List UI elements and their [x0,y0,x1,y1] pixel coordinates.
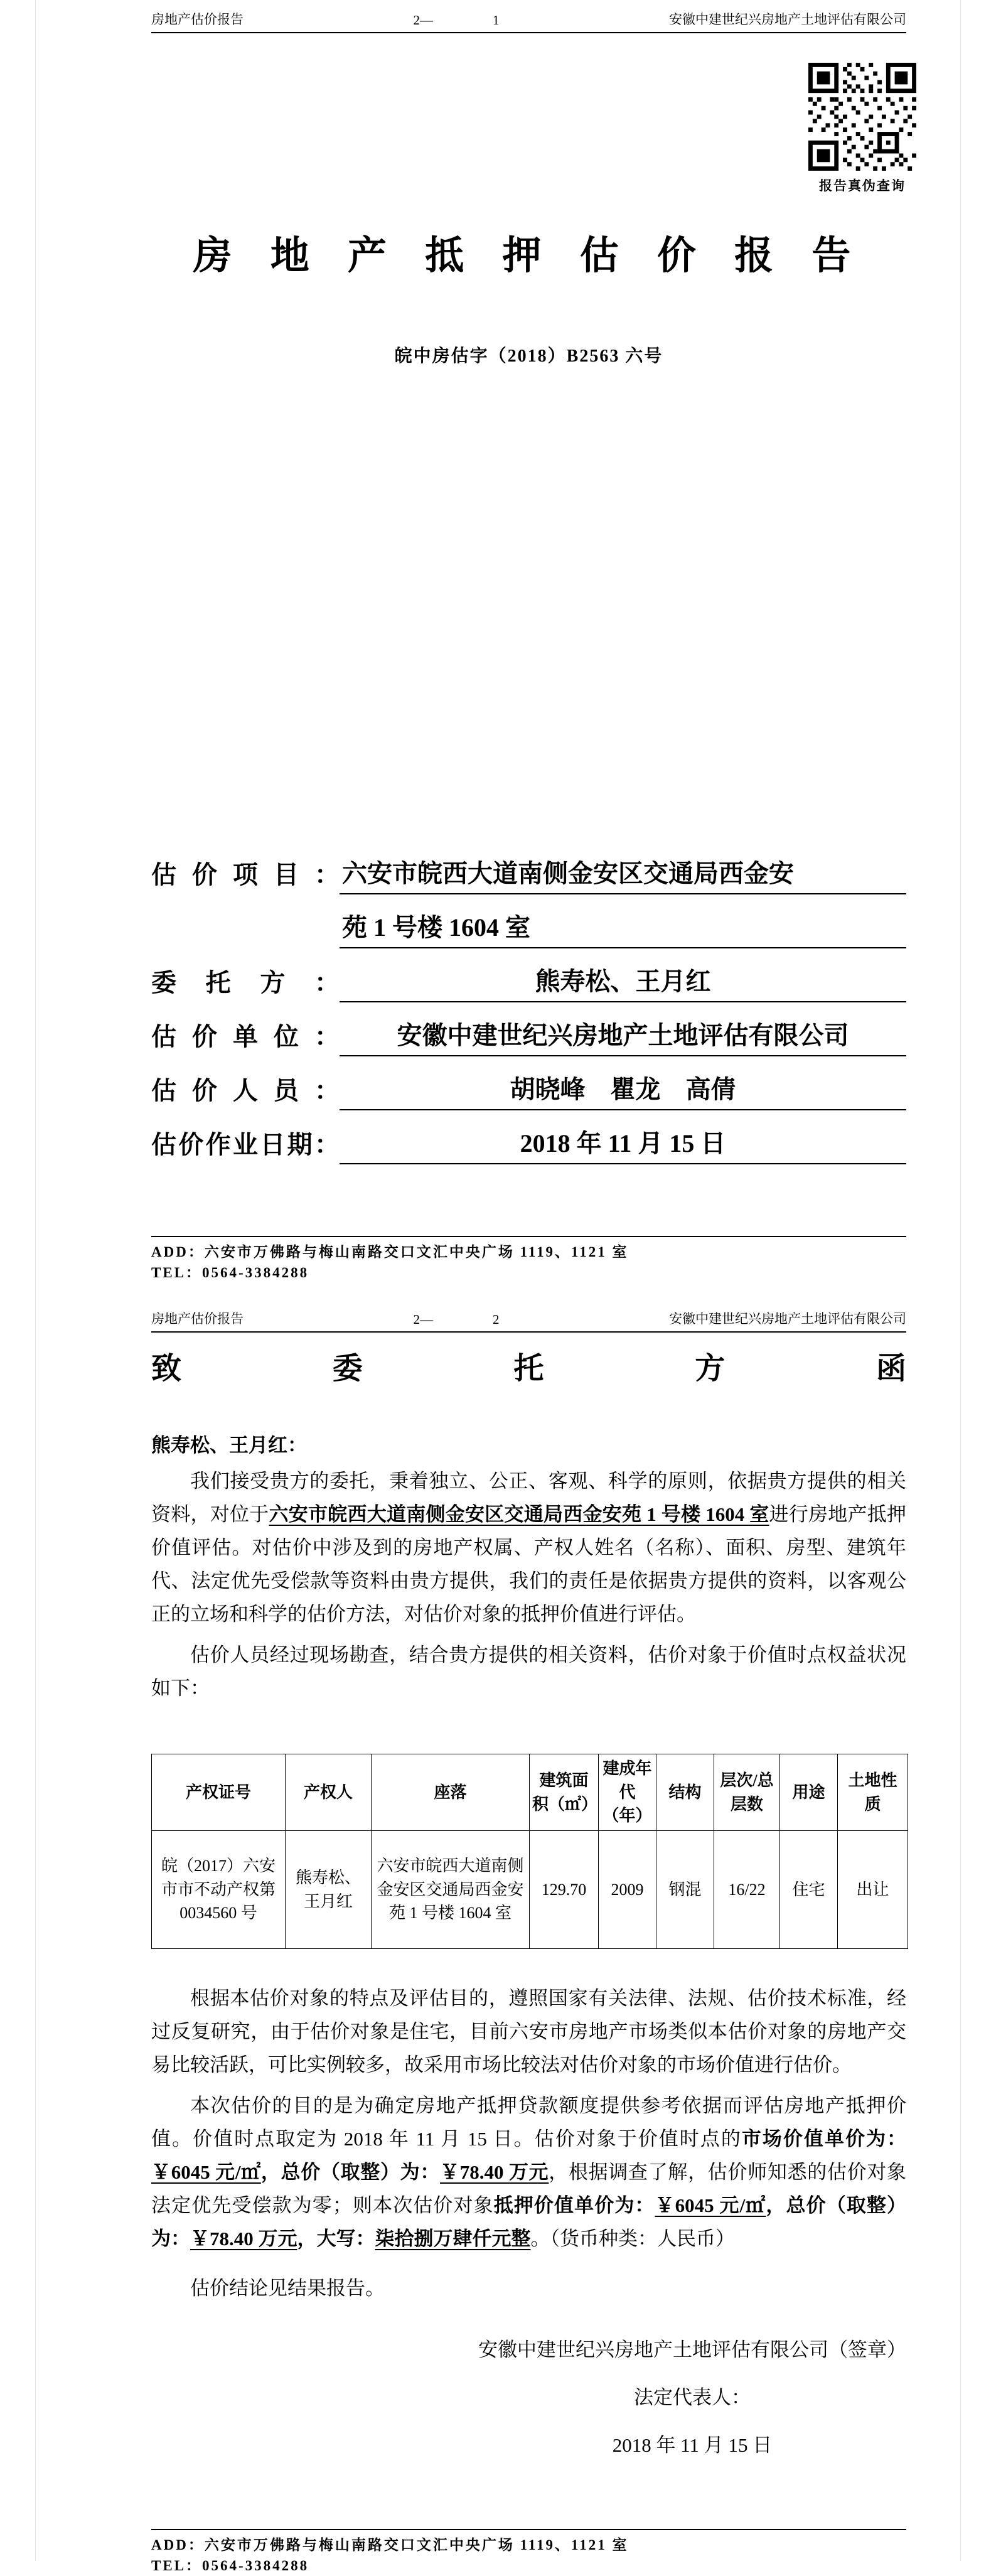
report-title: 房 地 产 抵 押 估 价 报 告 [193,234,865,277]
letter-title: 致委托方函 [151,1352,906,1385]
header-page-indicator [414,13,500,28]
page-2 [36,1280,960,2573]
qr-code-icon [808,63,916,171]
qr-verification-block [807,63,918,195]
col-build-year: 建成年代（年） [599,1754,656,1831]
field-project-continued [151,894,906,948]
cell-owner: 熊寿松、王月红 [286,1831,372,1949]
cell-cert-no: 皖（2017）六安市市不动产权第 0034560 号 [152,1831,286,1949]
footer-address: ADD：六安市万佛路与梅山南路交口文汇中央广场 1119、1121 室 [151,2537,629,2553]
header-page-number: 1 [493,13,500,28]
header-page-indicator [414,1312,500,1328]
cell-land-nature: 出让 [838,1831,908,1949]
document-sheet [35,0,961,2573]
letter-paragraph-2: 估价人员经过现场勘查，结合贵方提供的相关资料，估价对象于价值时点权益状况如下： [151,1644,906,1699]
header-doc-title: 房地产估价报告 [151,1311,244,1326]
col-use: 用途 [780,1754,838,1831]
header-page-prefix: 2— [413,13,433,28]
field-project-value-line2: 苑 1 号楼 1604 室 [340,908,906,948]
page-footer [151,2529,906,2576]
letter-paragraph-5: 估价结论见结果报告。 [190,2277,385,2300]
page-1 [36,0,960,1280]
footer-telephone: TEL：0564-3384288 [151,1265,309,1280]
field-agency-label: 估价单位： [151,1022,340,1051]
footer-telephone: TEL：0564-3384288 [151,2558,309,2573]
field-client [151,948,906,1002]
signature-block [478,2326,906,2469]
field-appraisers-label: 估价人员： [151,1076,340,1105]
page-header [151,11,906,33]
signature-representative: 法定代表人： [634,2386,751,2409]
field-work-date [151,1110,906,1164]
field-appraisers [151,1056,906,1110]
field-project [151,840,906,894]
cover-fields [151,840,906,1164]
letter-paragraph-4: 本次估价的目的是为确定房地产抵押贷款额度提供参考依据而评估房地产抵押价值。价值时点取定为 2018 年 11 月 15 日。估价对象于价值时点的市场价值单价为：￥6045 元/㎡，总价（取整）为：￥78.40 万元，根据调查了解，估价师知悉的估价对象法定优先受偿款为零；则本次估价对象抵押价值单价为：￥6045 元/㎡，总价（取整）为：￥78.40 万元，大写：柒拾捌万肆仟元整。（货币种类：人民币） [151,2095,907,2250]
col-floor-level: 层次/总层数 [714,1754,780,1831]
report-number: 皖中房估字（2018）B2563 六号 [394,346,663,367]
field-label-spacer [151,945,340,948]
footer-address: ADD：六安市万佛路与梅山南路交口文汇中央广场 1119、1121 室 [151,1244,629,1260]
field-project-value: 六安市皖西大道南侧金安区交通局西金安 [340,854,906,894]
col-location: 座落 [372,1754,530,1831]
col-floor-area: 建筑面积（㎡） [530,1754,599,1831]
field-work-date-label: 估价作业日期： [151,1130,340,1159]
field-agency [151,1002,906,1056]
field-project-label: 估价项目： [151,861,340,889]
cell-floor-level: 16/22 [714,1831,780,1949]
table-data-row [152,1831,908,1949]
letter-salutation: 熊寿松、王月红： [151,1434,307,1456]
cell-structure: 钢混 [656,1831,714,1949]
field-appraisers-value: 胡晓峰 瞿龙 高倩 [340,1070,906,1110]
field-client-value: 熊寿松、王月红 [340,962,906,1002]
signature-date: 2018 年 11 月 15 日 [612,2434,773,2457]
header-company-name: 安徽中建世纪兴房地产土地评估有限公司 [669,1311,906,1326]
header-doc-title: 房地产估价报告 [151,12,244,27]
letter-paragraph-1: 我们接受贵方的委托，秉着独立、公正、客观、科学的原则，依据贵方提供的相关资料，对位于六安市皖西大道南侧金安区交通局西金安苑 1 号楼 1604 室进行房地产抵押价值评估。对估价中涉及到的房地产权属、产权人姓名（名称）、面积、房型、建筑年代、法定优先受偿款等资料由贵方提供，我们的责任是依据贵方提供的资料，以客观公正的立场和科学的估价方法，对估价对象的抵押价值进行评估。 [151,1470,906,1625]
field-agency-value: 安徽中建世纪兴房地产土地评估有限公司 [340,1016,906,1056]
signature-company: 安徽中建世纪兴房地产土地评估有限公司（签章） [478,2339,906,2361]
cell-floor-area: 129.70 [530,1831,599,1949]
header-company-name: 安徽中建世纪兴房地产土地评估有限公司 [669,12,906,27]
cell-build-year: 2009 [599,1831,656,1949]
cell-use: 住宅 [780,1831,838,1949]
property-rights-table [151,1754,908,1949]
field-work-date-value: 2018 年 11 月 15 日 [340,1124,906,1164]
col-owner: 产权人 [286,1754,372,1831]
col-cert-no: 产权证号 [152,1754,286,1831]
header-page-number: 2 [493,1312,500,1327]
col-land-nature: 土地性质 [838,1754,908,1831]
field-client-label: 委托方： [151,969,340,997]
cell-location: 六安市皖西大道南侧金安区交通局西金安苑 1 号楼 1604 室 [372,1831,530,1949]
qr-caption: 报告真伪查询 [819,178,906,193]
col-structure: 结构 [656,1754,714,1831]
letter-paragraph-3: 根据本估价对象的特点及评估目的，遵照国家有关法律、法规、估价技术标准，经过反复研究，由于估价对象是住宅，目前六安市房地产市场类似本估价对象的房地产交易比较活跃，可比实例较多，故采用市场比较法对估价对象的市场价值进行估价。 [151,1987,906,2076]
page-footer [151,1236,906,1283]
header-page-prefix: 2— [413,1312,433,1327]
table-header-row [152,1754,908,1831]
page-header [151,1311,906,1333]
